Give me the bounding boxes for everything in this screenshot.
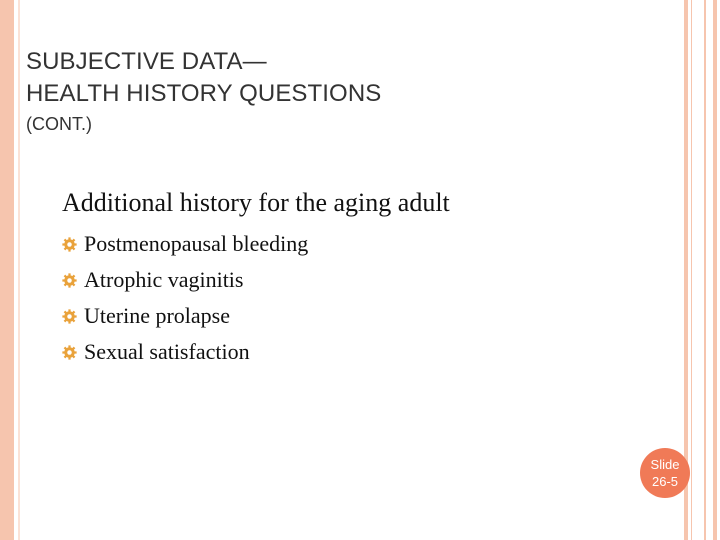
- gear-icon: [62, 309, 77, 324]
- bullet-item: [62, 262, 662, 298]
- right-border-line: [691, 0, 692, 540]
- gear-icon: [62, 237, 77, 252]
- title-line-2: HEALTH HISTORY QUESTIONS: [26, 80, 382, 107]
- bullet-text: Sexual satisfaction: [84, 339, 250, 364]
- bullet-text: Uterine prolapse: [84, 303, 230, 328]
- badge-label: Slide: [650, 457, 680, 472]
- left-border-decoration: [0, 0, 14, 540]
- right-border-line: [713, 0, 717, 540]
- bullet-list: [62, 226, 662, 370]
- right-border-line: [704, 0, 706, 540]
- bullet-text: Postmenopausal bleeding: [84, 231, 309, 256]
- bullet-item: [62, 334, 662, 370]
- bullet-item: [62, 226, 662, 262]
- content-heading: Additional history for the aging adult: [62, 188, 450, 217]
- slide-title: [26, 46, 666, 110]
- title-line-1: SUBJECTIVE DATA—: [26, 48, 267, 75]
- slide-subtitle: (CONT.): [26, 114, 92, 134]
- gear-icon: [62, 273, 77, 288]
- slide-content: [62, 186, 662, 370]
- gear-icon: [62, 345, 77, 360]
- bullet-text: Atrophic vaginitis: [84, 267, 244, 292]
- badge-number: 26-5: [651, 474, 679, 489]
- left-border-inner-line: [18, 0, 20, 540]
- slide-number-badge: [640, 448, 690, 498]
- bullet-item: [62, 298, 662, 334]
